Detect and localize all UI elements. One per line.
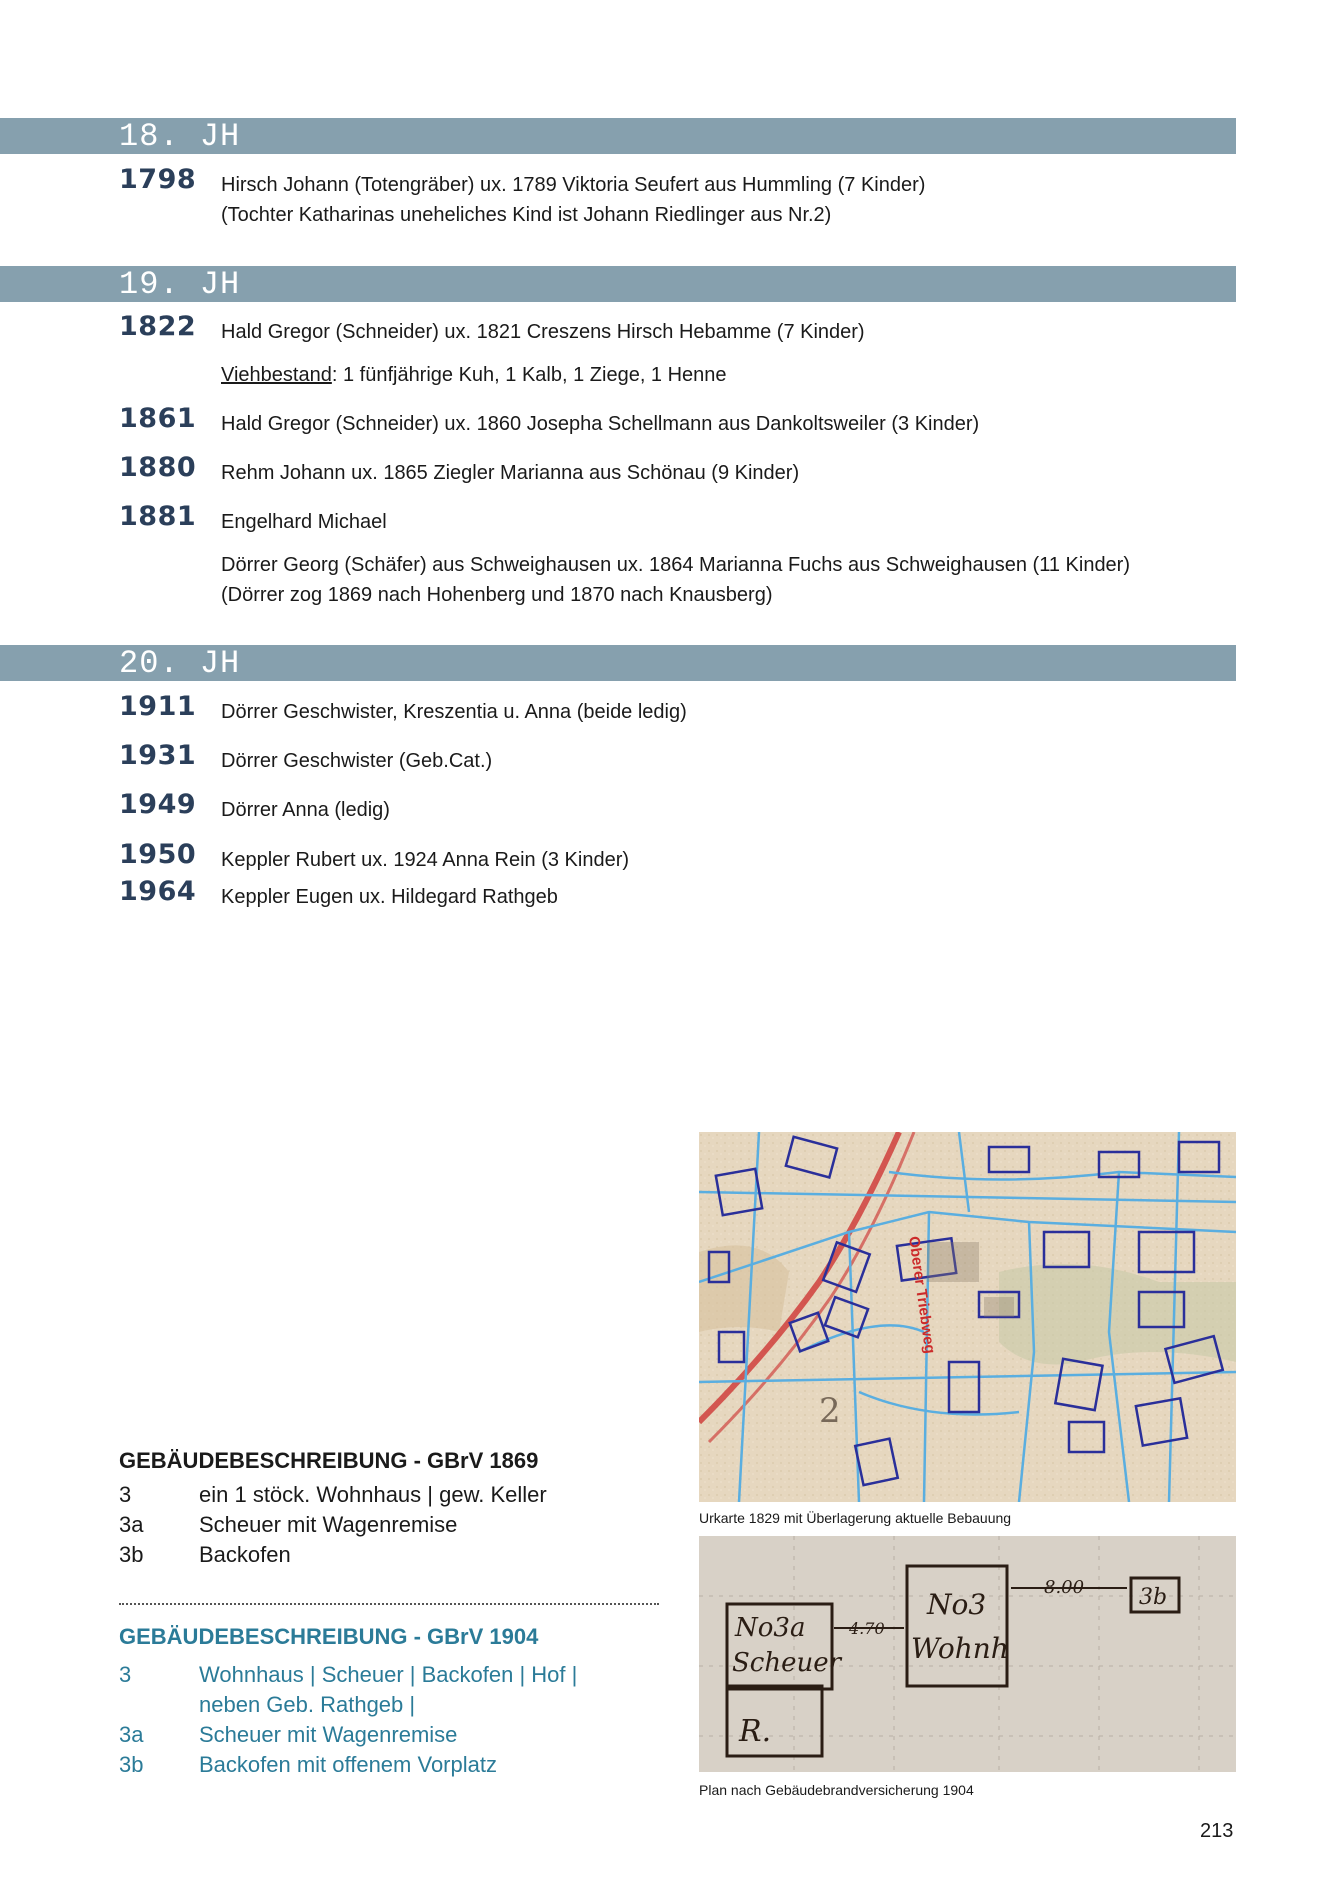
section-heading: 18. JH — [119, 118, 241, 155]
entry-text: Rehm Johann ux. 1865 Ziegler Marianna aus Schönau (9 Kinder) — [221, 462, 800, 484]
gbrv-desc: Backofen — [199, 1542, 291, 1567]
plan-dim-2: 8.00 — [1044, 1577, 1085, 1598]
entry-year: 1861 — [119, 403, 197, 434]
gbrv-code: 3 — [119, 1662, 132, 1687]
dotted-divider — [119, 1603, 659, 1605]
entry-text: Keppler Rubert ux. 1924 Anna Rein (3 Kinder) — [221, 849, 630, 871]
plan-caption: Plan nach Gebäudebrandversicherung 1904 — [699, 1782, 974, 1798]
section-band-18 — [0, 118, 1236, 154]
plan-label-3b: 3b — [1139, 1585, 1168, 1610]
page-number: 213 — [1200, 1820, 1234, 1842]
map-drawing — [699, 1132, 1236, 1502]
entry-year: 1822 — [119, 311, 197, 342]
livestock-label: Viehbestand — [221, 364, 332, 386]
gbrv-desc: Scheuer mit Wagenremise — [199, 1722, 458, 1747]
gbrv-code: 3 — [119, 1482, 132, 1507]
gbrv-desc: Backofen mit offenem Vorplatz — [199, 1752, 497, 1777]
entry-text: Dörrer Anna (ledig) — [221, 799, 390, 821]
entry-year: 1964 — [119, 876, 197, 907]
plan-label-3-num: No3 — [927, 1588, 987, 1621]
entry-year: 1880 — [119, 452, 197, 483]
gbrv-desc: Scheuer mit Wagenremise — [199, 1512, 458, 1537]
plan-label-3a-word: Scheuer — [732, 1648, 842, 1678]
entry-year: 1931 — [119, 740, 197, 771]
entry-year: 1911 — [119, 691, 197, 722]
plan-label-r: R. — [739, 1714, 772, 1749]
gbrv-code: 3a — [119, 1722, 144, 1747]
entry-year: 1881 — [119, 501, 197, 532]
entry-line: Hirsch Johann (Totengräber) ux. 1789 Viktoria Seufert aus Hummling (7 Kinder) — [221, 174, 926, 196]
gbrv-desc: ein 1 stöck. Wohnhaus | gew. Keller — [199, 1482, 547, 1507]
brandversicherung-plan-image — [699, 1536, 1236, 1772]
entry-text: Dörrer Geschwister, Kreszentia u. Anna (beide ledig) — [221, 701, 687, 723]
gbrv-code: 3b — [119, 1752, 144, 1777]
gbrv-desc: Wohnhaus | Scheuer | Backofen | Hof | — [199, 1662, 578, 1687]
entry-year: 1798 — [119, 164, 197, 195]
entry-text — [221, 317, 865, 390]
entry-year: 1950 — [119, 839, 197, 870]
entry-line: (Tochter Katharinas uneheliches Kind ist Johann Riedlinger aus Nr.2) — [221, 204, 832, 226]
gbrv-code: 3b — [119, 1542, 144, 1567]
street-label: Oberer Triebweg — [905, 1235, 939, 1355]
gbrv-1869-title: GEBÄUDEBESCHREIBUNG - GBrV 1869 — [119, 1448, 539, 1473]
urkarte-map-image — [699, 1132, 1236, 1502]
entry-year: 1949 — [119, 789, 197, 820]
gbrv-code: 3a — [119, 1512, 144, 1537]
map-caption: Urkarte 1829 mit Überlagerung aktuelle Bebauung — [699, 1510, 1012, 1526]
gbrv-1904-title: GEBÄUDEBESCHREIBUNG - GBrV 1904 — [119, 1624, 539, 1649]
entry-text — [221, 507, 1130, 610]
plan-label-3a-num: No3a — [735, 1613, 806, 1643]
plan-dim-1: 4.70 — [849, 1619, 885, 1638]
entry-text: Dörrer Geschwister (Geb.Cat.) — [221, 750, 493, 772]
section-band-20 — [0, 645, 1236, 681]
livestock-line — [221, 360, 865, 390]
entry-line: Hald Gregor (Schneider) ux. 1821 Creszens Hirsch Hebamme (7 Kinder) — [221, 321, 865, 343]
plan-drawing — [699, 1536, 1236, 1772]
entry-line: (Dörrer zog 1869 nach Hohenberg und 1870 nach Knausberg) — [221, 584, 773, 606]
entry-text: Hald Gregor (Schneider) ux. 1860 Josepha Schellmann aus Dankoltsweiler (3 Kinder) — [221, 413, 980, 435]
section-band-19 — [0, 266, 1236, 302]
entry-text — [221, 170, 925, 230]
entry-line: Engelhard Michael — [221, 511, 387, 533]
svg-text:2: 2 — [819, 1391, 841, 1431]
entry-line: Dörrer Georg (Schäfer) aus Schweighausen ux. 1864 Marianna Fuchs aus Schweighausen (11 Kinder) — [221, 554, 1131, 576]
gbrv-desc: neben Geb. Rathgeb | — [199, 1692, 416, 1717]
plan-label-3-word: Wohnh — [911, 1632, 1009, 1665]
section-heading: 19. JH — [119, 266, 241, 303]
livestock-text: : 1 fünfjährige Kuh, 1 Kalb, 1 Ziege, 1 Henne — [331, 364, 727, 386]
section-heading: 20. JH — [119, 645, 241, 682]
entry-text: Keppler Eugen ux. Hildegard Rathgeb — [221, 886, 558, 908]
